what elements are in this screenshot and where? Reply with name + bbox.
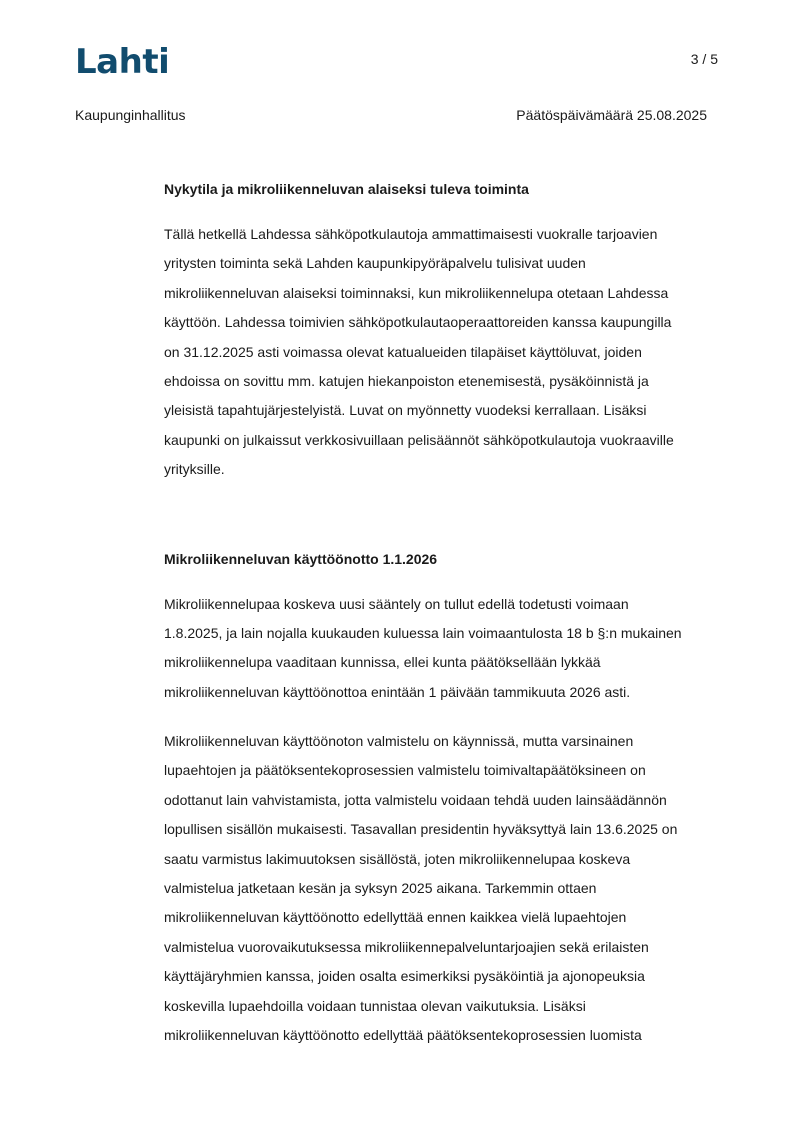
text-line: yleisistä tapahtujärjestelyistä. Luvat on myönnetty vuodeksi kerrallaan. Lisäksi (164, 402, 647, 419)
paragraph (164, 220, 724, 485)
document-body (164, 178, 724, 1050)
text-line: odottanut lain vahvistamista, jotta valmistelu voidaan tehdä uuden lainsäädännön (164, 791, 667, 808)
text-line: on 31.12.2025 asti voimassa olevat katualueiden tilapäiset käyttöluvat, joiden (164, 343, 642, 360)
text-line: saatu varmistus lakimuutoksen sisällöstä, joten mikroliikennelupaa koskeva (164, 850, 631, 867)
logo-text: Lahti (75, 42, 170, 82)
paragraph (164, 727, 724, 1050)
organization-name: Kaupunginhallitus (75, 107, 186, 123)
text-line: Tällä hetkellä Lahdessa sähköpotkulautoja ammattimaisesti vuokralle tarjoavien (164, 226, 658, 242)
text-line: ehdoissa on sovittu mm. katujen hiekanpoiston etenemisestä, pysäköinnistä ja (164, 372, 649, 389)
text-line: koskevilla lupaehdoilla voidaan tunnistaa olevan vaikutuksia. Lisäksi (164, 997, 586, 1014)
text-line: käyttäjäryhmien kanssa, joiden osalta esimerkiksi pysäköintiä ja ajonopeuksia (164, 968, 645, 985)
text-line: mikroliikenneluvan alaiseksi toiminnaksi, kun mikroliikennelupa otetaan Lahdessa (164, 284, 669, 301)
text-line: käyttöön. Lahdessa toimivien sähköpotkulautaoperaattoreiden kanssa kaupungilla (164, 314, 672, 331)
lahti-logo (75, 42, 169, 82)
text-line: kaupunki on julkaissut verkkosivuillaan pelisäännöt sähköpotkulautoja vuokraaville (164, 431, 674, 448)
section-heading: Nykytila ja mikroliikenneluvan alaiseksi tuleva toiminta (164, 181, 529, 197)
text-line: mikroliikenneluvan käyttöönotto edellyttää päätöksentekoprosessien luomista (164, 1026, 642, 1043)
text-line: 1.8.2025, ja lain nojalla kuukauden kuluessa lain voimaantulosta 18 b §:n mukainen (164, 624, 682, 641)
text-line: yrityksille. (164, 461, 225, 478)
text-line: yritysten toiminta sekä Lahden kaupunkipyöräpalvelu tulisivat uuden (164, 255, 586, 272)
text-line: mikroliikenneluvan käyttöönottoa enintään 1 päivään tammikuuta 2026 asti. (164, 683, 631, 700)
text-line: valmistelua vuorovaikutuksessa mikroliikennepalveluntarjoajien sekä erilaisten (164, 938, 649, 955)
page-number: 3 / 5 (690, 51, 718, 67)
text-line: lupaehtojen ja päätöksentekoprosessien valmistelu toimivaltapäätöksineen on (164, 762, 646, 779)
decision-date: Päätöspäivämäärä 25.08.2025 (516, 107, 707, 123)
text-line: lopullisen sisällön mukaisesti. Tasavallan presidentin hyväksyttyä lain 13.6.2025 on (164, 821, 678, 838)
text-line: Mikroliikennelupaa koskeva uusi sääntely on tullut edellä todetusti voimaan (164, 595, 629, 612)
text-line: mikroliikennelupa vaaditaan kunnissa, ellei kunta päätöksellään lykkää (164, 654, 601, 671)
paragraph (164, 590, 724, 708)
section-heading: Mikroliikenneluvan käyttöönotto 1.1.2026 (164, 550, 438, 567)
text-line: Mikroliikenneluvan käyttöönoton valmistelu on käynnissä, mutta varsinainen (164, 733, 634, 750)
text-line: mikroliikenneluvan käyttöönotto edellyttää ennen kaikkea vielä lupaehtojen (164, 909, 627, 926)
text-line: valmistelua jatketaan kesän ja syksyn 2025 aikana. Tarkemmin ottaen (164, 880, 597, 897)
